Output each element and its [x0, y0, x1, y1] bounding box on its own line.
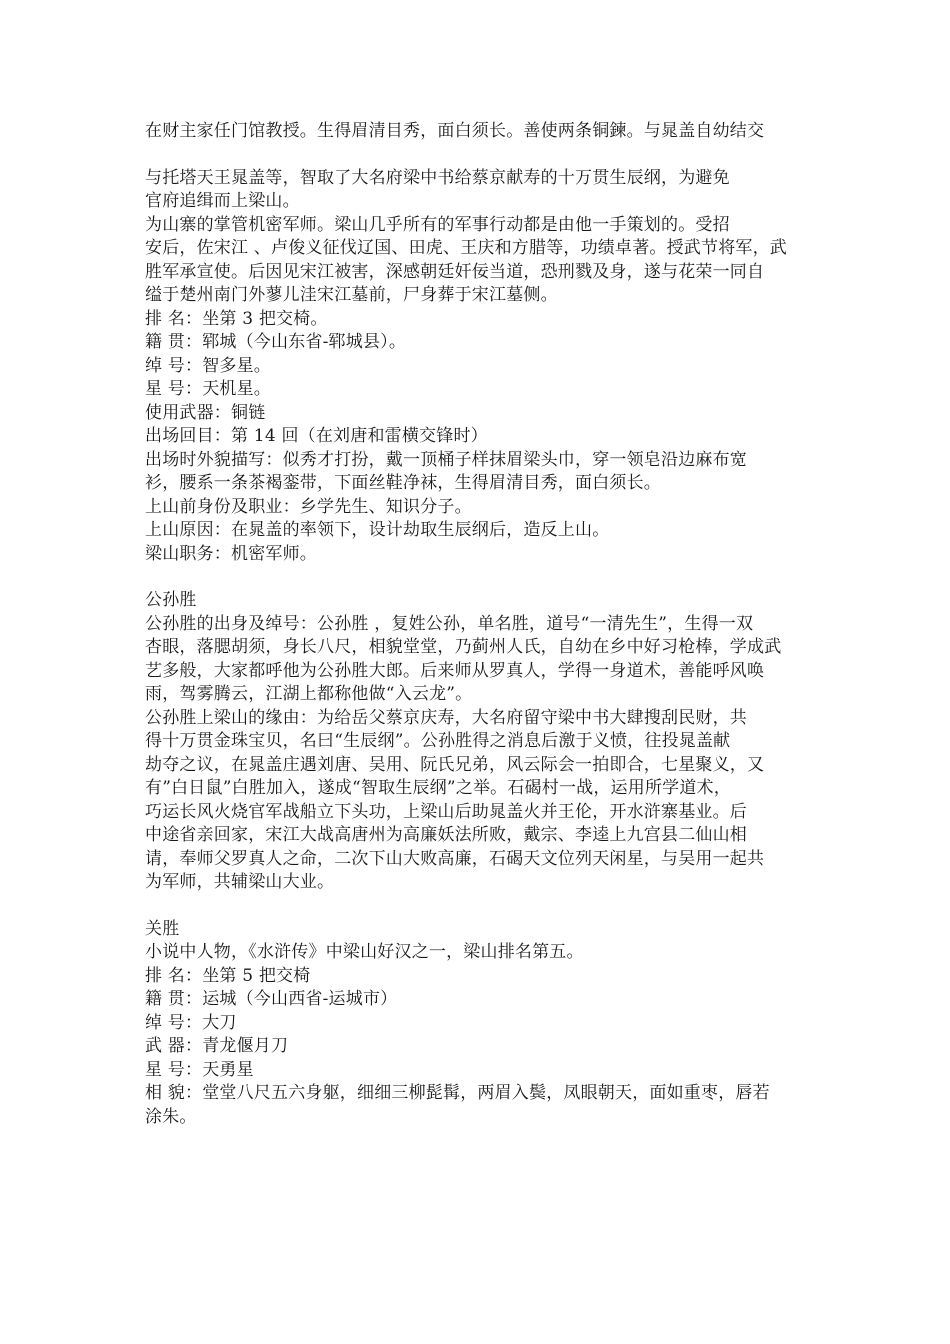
text-line: 小说中人物，《水浒传》中梁山好汉之一，梁山排名第五。 [145, 942, 584, 962]
text-line: 公孙胜的出身及绰号：公孙胜 ，复姓公孙，单名胜，道号“一清先生”，生得一双 [145, 613, 754, 634]
info-origin: 籍 贯：运城（今山西省-运城市） [145, 989, 398, 1009]
text-line: 雨，驾雾腾云，江湖上都称他做“入云龙”。 [145, 684, 473, 704]
info-appearance-cont: 衫，腰系一条茶褐銮带，下面丝鞋净袜，生得眉清目秀，面白须长。 [145, 473, 661, 493]
text-line: 官府追缉而上梁山。 [145, 191, 300, 211]
section-gap [145, 895, 810, 918]
gongsun-sheng-section [145, 589, 810, 895]
text-line: 劫夺之议，在晁盖庄遇刘唐、吴用、阮氏兄弟，风云际会一拍即合，七星聚义，又 [145, 754, 765, 775]
wu-yong-paragraph-2 [145, 214, 810, 308]
text-line: 艺多般，大家都呼他为公孙胜大郎。后来师从罗真人，学得一身道术，善能呼风唤 [145, 660, 765, 681]
info-appearance: 出场时外貌描写：似秀才打扮，戴一顶桶子样抹眉梁头巾，穿一领皂沿边麻布宽 [145, 449, 747, 470]
info-rank: 排 名：坐第 5 把交椅 [145, 965, 311, 986]
info-occupation: 上山前身份及职业：乡学先生、知识分子。 [145, 496, 472, 517]
info-origin: 籍 贯：郓城（今山东省-郓城县）。 [145, 332, 407, 352]
document-body [145, 120, 810, 1129]
text-line: 胜军承宣使。后因见宋江被害，深感朝廷奸佞当道，恐刑戮及身，遂与花荣一同自 [145, 261, 765, 282]
info-rank: 排 名：坐第 3 把交椅。 [145, 308, 328, 329]
text-line: 巧运长风火烧官军战船立下头功，上梁山后助晁盖火并王伦，开水浒寨基业。后 [145, 801, 747, 822]
info-debut-chapter: 出场回目：第 14 回（在刘唐和雷横交锋时） [145, 426, 488, 446]
text-line: 请，奉师父罗真人之命，二次下山大败高廉，石碣天文位列天闲星，与吴用一起共 [145, 848, 765, 869]
section-gap [145, 566, 810, 589]
text-line: 杏眼，落腮胡须，身长八尺，相貌堂堂，乃蓟州人氏，自幼在乡中好习枪棒，学成武 [145, 637, 782, 657]
info-weapon: 使用武器：铜链 [145, 402, 266, 423]
text-line: 公孙胜上梁山的缘由：为给岳父蔡京庆寿，大名府留守梁中书大肆搜刮民财，共 [145, 707, 747, 728]
info-weapon: 武 器：青龙偃月刀 [145, 1036, 289, 1056]
text-line: 中途省亲回家，宋江大战高唐州为高廉妖法所败，戴宗、李逵上九宫县二仙山相 [145, 825, 747, 845]
info-nickname: 绰 号：智多星。 [145, 355, 272, 376]
section-title: 公孙胜 [145, 590, 197, 610]
wu-yong-info-list [145, 308, 810, 567]
paragraph-gap [145, 144, 810, 167]
info-appearance: 相 貌：堂堂八尺五六身躯，细细三柳髭髯，两眉入鬓，凤眼朝天，面如重枣，唇若 [145, 1083, 770, 1103]
text-line: 安后，佐宋江 、卢俊义征伐辽国、田虎、王庆和方腊等，功绩卓著。授武节将军，武 [145, 238, 788, 258]
info-position: 梁山职务：机密军师。 [145, 543, 317, 564]
info-star: 星 号：天机星。 [145, 379, 272, 399]
info-appearance-cont: 涂朱。 [145, 1106, 197, 1127]
info-nickname: 绰 号：大刀 [145, 1012, 237, 1033]
guan-sheng-section [145, 918, 810, 1130]
wu-yong-paragraph-1 [145, 167, 810, 214]
info-reason: 上山原因：在晁盖的率领下，设计劫取生辰纲后，造反上山。 [145, 520, 610, 540]
text-line: 为军师，共辅梁山大业。 [145, 872, 335, 892]
text-line: 有”白日鼠”白胜加入，遂成“智取生辰纲”之举。石碣村一战，运用所学道术， [145, 778, 731, 798]
text-line: 缢于楚州南门外蓼儿洼宋江墓前，尸身葬于宋江墓侧。 [145, 285, 558, 305]
intro-line: 在财主家任门馆教授。生得眉清目秀，面白须长。善使两条铜鍊。与晁盖自幼结交 [145, 121, 765, 141]
section-title: 关胜 [145, 918, 180, 939]
text-line: 与托塔天王晁盖等，智取了大名府梁中书给蔡京献寿的十万贯生辰纲，为避免 [145, 167, 730, 188]
text-line: 得十万贯金珠宝贝，名曰“生辰纲”。公孙胜得之消息后激于义愤，往投晁盖献 [145, 731, 731, 751]
text-line: 为山寨的掌管机密军师。梁山几乎所有的军事行动都是由他一手策划的。受招 [145, 214, 730, 235]
info-star: 星 号：天勇星 [145, 1059, 254, 1080]
